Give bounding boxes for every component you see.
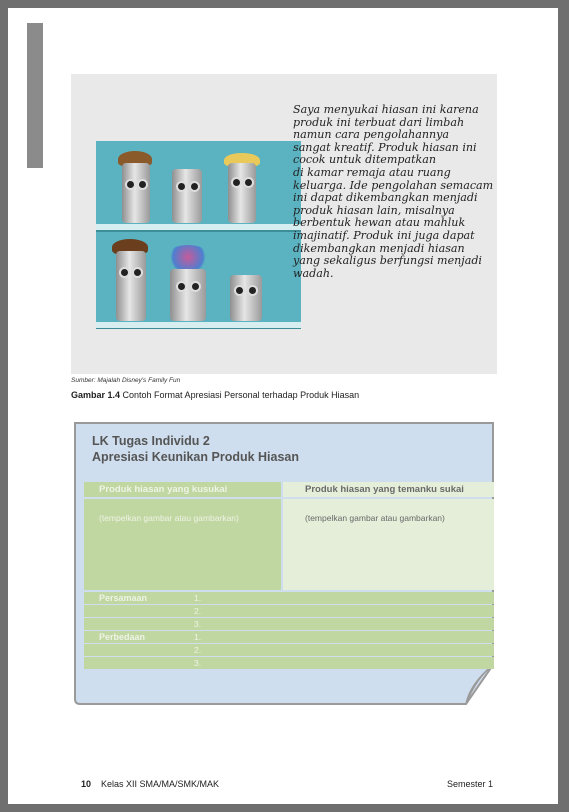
row-number: 3. bbox=[194, 658, 202, 668]
robot-eye bbox=[176, 281, 187, 292]
figure-panel bbox=[71, 74, 497, 374]
worksheet-subtitle: Apresiasi Keunikan Produk Hiasan bbox=[92, 450, 300, 464]
persamaan-row-2 bbox=[84, 605, 494, 617]
caption-label: Gambar 1.4 bbox=[71, 390, 121, 400]
robot-eye bbox=[231, 177, 242, 188]
figure-description: Saya menyukai hiasan ini karena produk ini terbuat dari limbah namun cara pengolahannya sangat kreatif. Produk hiasan ini cocok untuk ditempatkan di kamar remaja atau ruang keluarga. Ide pengolahan semacam ini dapat dikembangkan menjadi produk hiasan lain, misalnya berbentuk hewan atau mahluk imajinatif. Produk ini juga dapat dikembangkan menjadi hiasan yang sekaligus berfungsi menjadi wadah. bbox=[293, 103, 494, 280]
robot-eye bbox=[119, 267, 130, 278]
col-left-header: Produk hiasan yang kusukai bbox=[84, 482, 281, 497]
lower-shelf bbox=[96, 322, 301, 329]
row-number: 1. bbox=[194, 632, 202, 642]
figure-caption bbox=[71, 390, 359, 400]
persamaan-row-3 bbox=[84, 618, 494, 630]
upper-shelf bbox=[96, 224, 301, 232]
figure-source: Sumber: Majalah Disney's Family Fun bbox=[71, 377, 181, 384]
robot-eye bbox=[125, 179, 136, 190]
robot-can bbox=[116, 251, 146, 321]
perbedaan-label: Perbedaan bbox=[99, 632, 146, 642]
col-right-header: Produk hiasan yang temanku sukai bbox=[283, 482, 494, 497]
page-number: 10 bbox=[81, 779, 92, 789]
robot-eye bbox=[243, 177, 254, 188]
perbedaan-row-1 bbox=[84, 631, 494, 643]
robot-can bbox=[230, 275, 262, 321]
worksheet-card bbox=[74, 422, 494, 705]
row-number: 2. bbox=[194, 606, 202, 616]
robot-eye bbox=[234, 285, 245, 296]
robot-ornaments-photo bbox=[96, 141, 301, 329]
robot-eye bbox=[189, 181, 200, 192]
robot-eye bbox=[190, 281, 201, 292]
robot-hair bbox=[166, 245, 210, 269]
col-left-image-area: (tempelkan gambar atau gambarkan) bbox=[84, 499, 281, 590]
robot-can bbox=[122, 163, 150, 223]
book-title: Kelas XII SMA/MA/SMK/MAK bbox=[101, 779, 220, 789]
robot-eye bbox=[132, 267, 143, 278]
persamaan-row-1 bbox=[84, 592, 494, 604]
perbedaan-row-3 bbox=[84, 657, 494, 669]
row-number: 2. bbox=[194, 645, 202, 655]
semester-label: Semester 1 bbox=[447, 779, 494, 789]
row-number: 3. bbox=[194, 619, 202, 629]
caption-text: Contoh Format Apresiasi Personal terhadap Produk Hiasan bbox=[120, 390, 360, 400]
robot-eye bbox=[176, 181, 187, 192]
robot-can bbox=[228, 163, 256, 223]
row-number: 1. bbox=[194, 593, 202, 603]
robot-can bbox=[170, 269, 206, 321]
persamaan-label: Persamaan bbox=[99, 593, 148, 603]
page bbox=[8, 8, 558, 804]
col-right-image-area: (tempelkan gambar atau gambarkan) bbox=[283, 499, 494, 590]
robot-eye bbox=[247, 285, 258, 296]
robot-can bbox=[172, 169, 202, 223]
sidebar-marker bbox=[27, 23, 43, 168]
perbedaan-row-2 bbox=[84, 644, 494, 656]
worksheet-title: LK Tugas Individu 2 bbox=[92, 434, 210, 448]
robot-eye bbox=[137, 179, 148, 190]
